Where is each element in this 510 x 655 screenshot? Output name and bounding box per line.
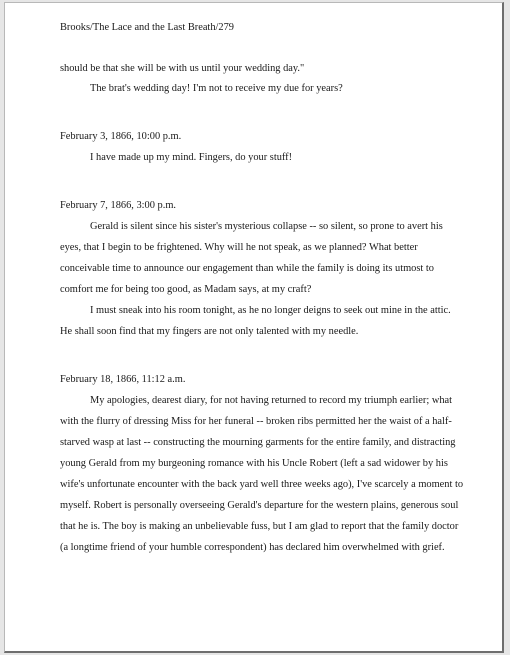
text-line: The brat's wedding day! I'm not to receive my due for years? xyxy=(90,83,343,94)
text-line: conceivable time to announce our engagement than while the family is doing its utmost to xyxy=(60,263,434,274)
date-heading: February 18, 1866, 11:12 a.m. xyxy=(60,374,186,385)
text-line: young Gerald from my burgeoning romance with his Uncle Robert (left a sad widower by his xyxy=(60,458,448,469)
date-heading: February 7, 1866, 3:00 p.m. xyxy=(60,200,177,211)
document-page xyxy=(4,2,504,653)
text-line: that he is. The boy is making an unbelievable fuss, but I am glad to report that the family doctor xyxy=(60,521,459,532)
text-line: with the flurry of dressing Miss for her funeral -- broken ribs permitted her the waist of a half- xyxy=(60,416,452,427)
text-line: wife's unfortunate encounter with the back yard well three weeks ago), I've scarcely a moment to xyxy=(60,479,464,490)
text-line: I have made up my mind. Fingers, do your stuff! xyxy=(90,152,293,163)
text-line: should be that she will be with us until your wedding day." xyxy=(60,63,305,74)
date-heading: February 3, 1866, 10:00 p.m. xyxy=(60,131,182,142)
text-line: starved wasp at last -- constructing the mourning garments for the entire family, and distracting xyxy=(60,437,456,448)
text-line: eyes, that I begin to be frightened. Why will he not speak, as we planned? What better xyxy=(60,242,418,253)
text-line: myself. Robert is personally overseeing Gerald's departure for the western plains, generous soul xyxy=(60,500,459,511)
text-line: I must sneak into his room tonight, as he no longer deigns to seek out mine in the attic. xyxy=(90,305,451,316)
text-line: Gerald is silent since his sister's mysterious collapse -- so silent, so prone to avert his xyxy=(90,221,443,232)
text-line: comfort me for being too good, as Madam says, at my craft? xyxy=(60,284,312,295)
running-header: Brooks/The Lace and the Last Breath/279 xyxy=(60,22,234,33)
text-line: He shall soon find that my fingers are not only talented with my needle. xyxy=(60,326,359,337)
text-line: (a longtime friend of your humble correspondent) has declared him overwhelmed with grief. xyxy=(60,542,445,553)
text-line: My apologies, dearest diary, for not having returned to record my triumph earlier; what xyxy=(90,395,453,406)
